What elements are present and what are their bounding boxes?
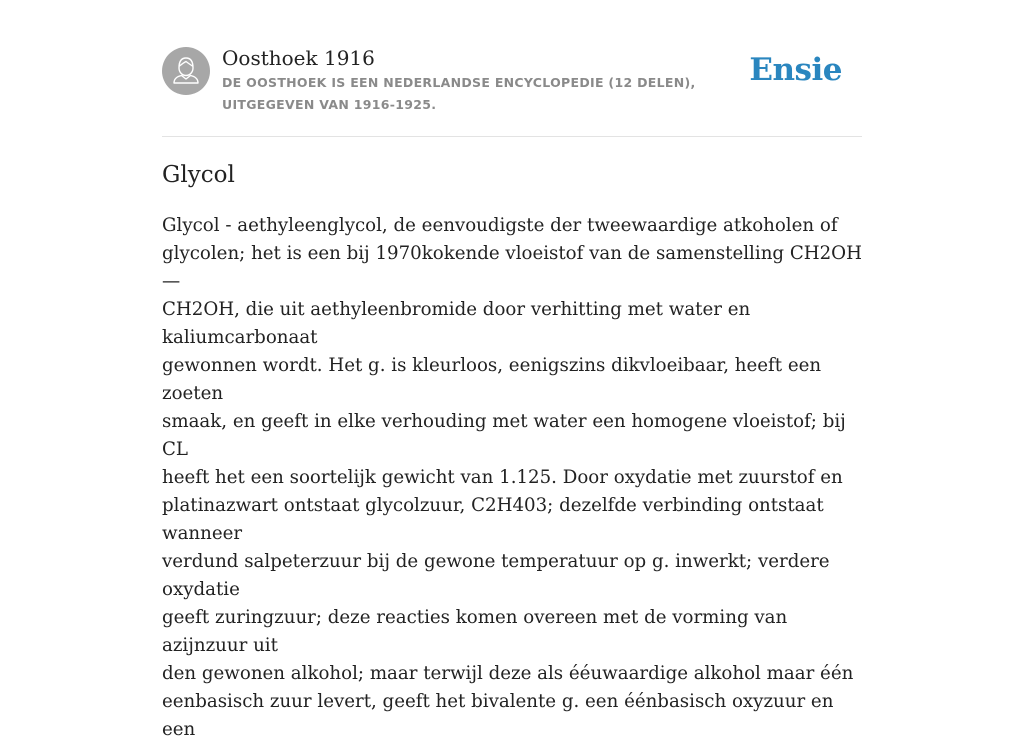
article-line: den gewonen alkohol; maar terwijl deze als ééuwaardige alkohol maar één — [162, 663, 854, 684]
article-line: heeft het een soortelijk gewicht van 1.125. Door oxydatie met zuurstof en — [162, 467, 843, 488]
article-line: gewonnen wordt. Het g. is kleurloos, eenigszins dikvloeibaar, heeft een zoeten — [162, 355, 822, 404]
source-avatar[interactable] — [162, 47, 210, 95]
brand-logo[interactable]: Ensie — [749, 52, 842, 88]
article-line: glycolen; het is een bij 1970kokende vloeistof van de samenstelling CH2OH — — [162, 243, 862, 292]
article-line: smaak, en geeft in elke verhouding met water een homogene vloeistof; bij CL — [162, 411, 846, 460]
article-line: geeft zuringzuur; deze reacties komen overeen met de vorming van azijnzuur uit — [162, 607, 788, 656]
article-line: CH2OH, die uit aethyleenbromide door verhitting met water en kaliumcarbonaat — [162, 299, 751, 348]
article-title: Glycol — [162, 162, 235, 188]
user-icon — [162, 47, 210, 95]
article-body — [162, 212, 862, 744]
article-line: Glycol - aethyleenglycol, de eenvoudigste der tweewaardige atkoholen of — [162, 215, 838, 236]
article-line: platinazwart ontstaat glycolzuur, C2H403; dezelfde verbinding ontstaat wanneer — [162, 495, 824, 544]
source-header — [162, 44, 862, 137]
article-line: eenbasisch zuur levert, geeft het bivalente g. een éénbasisch oxyzuur en een — [162, 691, 834, 740]
source-title[interactable]: Oosthoek 1916 — [222, 46, 375, 70]
source-description: DE OOSTHOEK IS EEN NEDERLANDSE ENCYCLOPEDIE (12 DELEN), UITGEGEVEN VAN 1916-1925. — [222, 75, 696, 112]
article-line: verdund salpeterzuur bij de gewone temperatuur op g. inwerkt; verdere oxydatie — [162, 551, 830, 600]
source-info — [222, 44, 762, 116]
